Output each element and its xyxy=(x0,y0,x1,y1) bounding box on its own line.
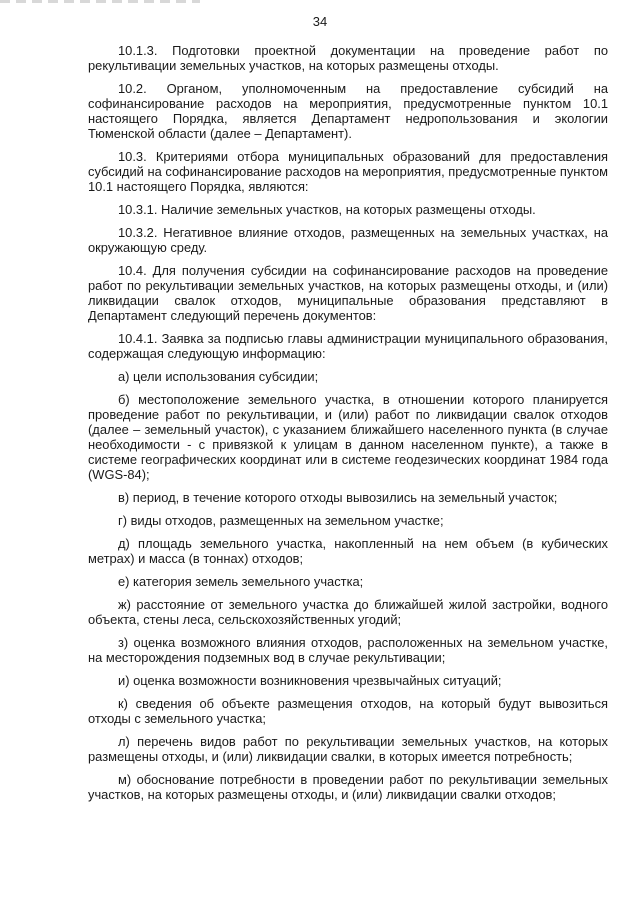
paragraph-10-4-1: 10.4.1. Заявка за подписью главы администрации муниципального образования, содержащая следующую информацию: xyxy=(88,331,608,361)
list-item-i: и) оценка возможности возникновения чрезвычайных ситуаций; xyxy=(118,673,502,688)
paragraph-10-3: 10.3. Критериями отбора муниципальных образований для предоставления субсидий на софинансирование расходов на мероприятия, предусмотренные пунктом 10.1 настоящего Порядка, являются: xyxy=(88,149,608,194)
list-item-v: в) период, в течение которого отходы вывозились на земельный участок; xyxy=(118,490,558,505)
list-item-b: б) местоположение земельного участка, в отношении которого планируется проведение работ по рекультивации, и (или) работ по ликвидации свалок отходов (далее – земельный участок), с указанием ближайшего населенного пункта (в случае необходимости - с привязкой к улицам в данном населенном пункте), а также в системе географических координат или в системе геодезических координат 1984 года (WGS-84); xyxy=(88,392,608,482)
list-item-m: м) обоснование потребности в проведении работ по рекультивации земельных участков, на которых размещены отходы, и (или) ликвидации свалки отходов; xyxy=(88,772,608,802)
paragraph-10-4: 10.4. Для получения субсидии на софинансирование расходов на проведение работ по рекультивации земельных участков, на которых размещены отходы, и (или) ликвидации свалок отходов, муниципальные образования представляют в Департамент следующий перечень документов: xyxy=(88,263,608,323)
list-item-e: е) категория земель земельного участка; xyxy=(118,574,364,589)
paragraph-10-2: 10.2. Органом, уполномоченным на предоставление субсидий на софинансирование расходов на мероприятия, предусмотренные пунктом 10.1 настоящего Порядка, является Департамент недропользования и экологии Тюменской области (далее – Департамент). xyxy=(88,81,608,141)
list-item-d: д) площадь земельного участка, накопленный на нем объем (в кубических метрах) и масса (в тоннах) отходов; xyxy=(88,536,608,566)
page-number: 34 xyxy=(312,14,328,29)
paragraph-10-3-1: 10.3.1. Наличие земельных участков, на которых размещены отходы. xyxy=(118,202,536,217)
list-item-zh: ж) расстояние от земельного участка до ближайшей жилой застройки, водного объекта, стены леса, сельскохозяйственных угодий; xyxy=(88,597,608,627)
list-item-z: з) оценка возможного влияния отходов, расположенных на земельном участке, на месторождения подземных вод в случае рекультивации; xyxy=(88,635,608,665)
list-item-k: к) сведения об объекте размещения отходов, на который будут вывозиться отходы с земельного участка; xyxy=(88,696,608,726)
list-item-l: л) перечень видов работ по рекультивации земельных участков, на которых размещены отходы, и (или) ликвидации свалки, в которых имеется потребность; xyxy=(88,734,608,764)
list-item-g: г) виды отходов, размещенных на земельном участке; xyxy=(118,513,444,528)
paragraph-10-3-2: 10.3.2. Негативное влияние отходов, размещенных на земельных участках, на окружающую среду. xyxy=(88,225,608,255)
list-item-a: а) цели использования субсидии; xyxy=(118,369,319,384)
paragraph-10-1-3: 10.1.3. Подготовки проектной документации на проведение работ по рекультивации земельных участков, на которых размещены отходы. xyxy=(88,43,608,73)
document-body xyxy=(88,43,608,810)
scan-artifact xyxy=(0,0,200,3)
